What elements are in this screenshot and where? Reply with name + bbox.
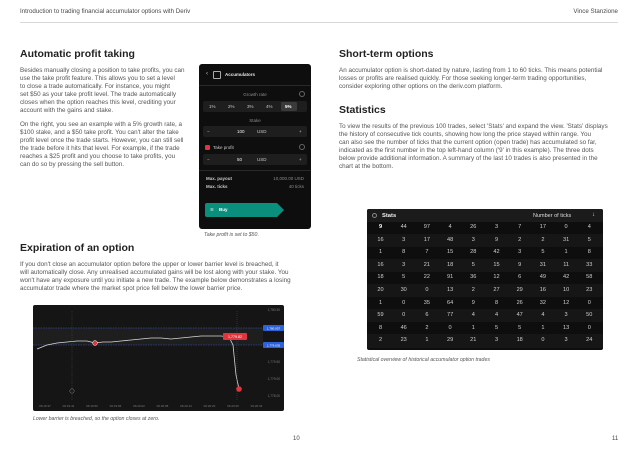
stats-cell: 5: [402, 274, 406, 281]
stake-label: Stake: [249, 118, 261, 123]
rate-option-3[interactable]: 3%: [247, 104, 254, 109]
accumulator-icon: [213, 71, 221, 79]
expand-arrow-icon[interactable]: ↓: [592, 211, 595, 218]
phone-divider: [199, 85, 311, 86]
stats-cell: 18: [516, 337, 523, 344]
expiration-para: If you don't close an accumulator option before the upper or lower barrier level is breached, it will automatically close. Any unrealised accumulated gains will be lost along with your stake. You won't have any exposure until you initiate a new trade. The example below demonstrates a losing accumulator trade where the market spot price fell below the lower barrier price.: [20, 261, 291, 293]
stats-cell: 3: [471, 236, 475, 243]
buy-button-arrow: [277, 203, 284, 217]
start-spot-marker: [93, 341, 98, 346]
stats-cell: 12: [562, 299, 570, 306]
x-tick-label: 06:19:56: [109, 404, 122, 408]
tick-chart-svg: [33, 305, 284, 411]
stats-panel: [367, 209, 603, 350]
stats-cell: 33: [586, 261, 593, 268]
rate-option-1[interactable]: 1%: [209, 104, 216, 109]
info-icon[interactable]: [299, 91, 305, 97]
buy-button[interactable]: [205, 203, 277, 217]
stats-cell: 11: [563, 261, 569, 268]
stats-cell: 3: [518, 249, 522, 256]
stats-cell: 91: [446, 274, 454, 281]
stats-cell: 5: [518, 324, 522, 331]
stats-cell: 42: [562, 274, 570, 281]
stake-value[interactable]: 100: [237, 129, 245, 134]
stats-cell: 3: [402, 236, 406, 243]
stats-caption: Statistical overview of historical accumulator option trades: [357, 357, 490, 363]
stats-title: Stats: [382, 213, 397, 219]
stats-cell: 1: [564, 249, 568, 256]
stats-cell: 0: [587, 299, 591, 306]
x-tick-label: 06:20:26: [227, 404, 239, 408]
max-ticks-value: 40 ticks: [288, 184, 304, 189]
stats-cell: 35: [423, 299, 430, 306]
stats-cell: 50: [586, 312, 593, 319]
y-tick-label: 1,779.00: [267, 377, 280, 381]
stats-cell: 27: [493, 287, 500, 293]
stats-cell: 46: [400, 324, 407, 331]
max-payout-label: Max. payout: [206, 176, 233, 181]
stats-cell: 2: [471, 287, 475, 293]
stats-cell: 28: [470, 249, 477, 256]
stats-cell: 36: [470, 274, 477, 281]
stats-cell: 6: [425, 312, 429, 319]
exit-spot-marker: [236, 386, 242, 392]
x-tick-label: 06:19:37: [39, 404, 51, 408]
max-payout-value: 10,000.00 USD: [273, 176, 304, 181]
stats-cell: 7: [518, 224, 522, 230]
phone-caption: Take profit is set to $50.: [204, 232, 259, 238]
take-profit-stepper[interactable]: [203, 154, 307, 165]
stats-cell: 20: [377, 287, 384, 293]
left-page-number: 10: [293, 436, 300, 442]
stats-cell: 30: [400, 287, 407, 293]
stats-cell: 2: [425, 324, 429, 331]
stats-right-label: Number of ticks: [533, 213, 572, 219]
x-tick-label: 06:19:50: [86, 404, 98, 408]
stats-cell: 12: [493, 274, 500, 281]
stats-cell: 4: [471, 312, 475, 319]
stats-cell: 17: [539, 224, 546, 230]
stats-cell: 17: [423, 236, 430, 243]
stats-cell: 59: [377, 312, 384, 319]
stats-cell: 15: [493, 261, 500, 268]
take-profit-info-icon[interactable]: [299, 144, 305, 150]
stats-cell: 31: [562, 236, 570, 243]
stats-cell: 13: [446, 287, 454, 293]
stats-cell: 10: [562, 287, 570, 293]
stats-cell: 21: [470, 337, 477, 344]
statistics-para: To view the results of the previous 100 trades, select 'Stats' and expand the view. 'Stats' displays the history of consecutive tick counts, showing how long the price stayed within range. You can also see the number of ticks that the current option (open trade) has accumulated so far, indicated as the first number in the top left-hand column ('9' in this example). The three dots below provide additional information. A summary of the last 10 trades is also presented in the chart at the bottom.: [339, 123, 608, 171]
tick-chart: [33, 305, 284, 411]
stats-cell: 4: [541, 312, 545, 319]
current-price-label: 1,779.82: [228, 335, 242, 339]
short-term-para: An accumulator option is short-dated by nature, lasting from 1 to 60 ticks. This means potential losses or profits are realised quickly. For those seeking longer-term trading opportunities, consider exploring other options on the deriv.com platform.: [339, 67, 603, 91]
stats-cell: 18: [446, 261, 454, 268]
stats-cell: 3: [564, 312, 568, 319]
left-running-header: Introduction to trading financial accumulator options with Deriv: [20, 8, 191, 15]
stats-cell: 4: [448, 224, 452, 230]
stats-cell: 16: [377, 236, 384, 243]
stake-stepper[interactable]: [203, 126, 307, 137]
x-tick-label: 06:20:32: [250, 404, 263, 408]
stake-minus-button[interactable]: −: [207, 129, 210, 134]
stats-cell: 8: [402, 249, 406, 256]
auto-profit-heading: Automatic profit taking: [20, 48, 135, 60]
stats-cell: 18: [377, 274, 384, 281]
auto-profit-para1: Besides manually closing a position to take profits, you can use the take profit feature. This allows you to set a level to close a trade automatically. For instance, you might set $50 as your take profit level. The trade automatically closes when the option reaches this level, crediting your account with the gains and stake.: [20, 67, 185, 115]
stats-cell: 32: [539, 299, 546, 306]
stats-cell: 22: [423, 274, 430, 281]
rate-option-2[interactable]: 2%: [228, 104, 235, 109]
stats-cell: 8: [378, 324, 383, 331]
auto-profit-para2: On the right, you see an example with a 5% growth rate, a $100 stake, and a $50 take profit. You can't alter the take profit level once the trade starts. However, you can still sell the trade before it hits that level. For example, if the trade reaches a $25 profit and you choose to take profits, you can do so by pressing the sell button.: [20, 121, 184, 169]
right-running-header: Vince Stanzione: [573, 8, 618, 15]
stats-cell: 44: [400, 224, 407, 230]
stats-cell: 2: [518, 236, 522, 243]
stats-cell: 15: [446, 249, 454, 256]
stats-cell: 5: [494, 324, 499, 331]
stats-cell: 3: [564, 337, 568, 344]
header-divider: [20, 22, 618, 23]
stats-cell: 9: [494, 236, 499, 243]
stats-cell: 7: [425, 249, 429, 256]
y-tick-label: 1,780.50: [267, 308, 280, 312]
stake-plus-button[interactable]: +: [299, 129, 302, 134]
rate-option-4[interactable]: 4%: [266, 104, 273, 109]
x-tick-label: 06:20:02: [133, 404, 145, 408]
stats-cell: 24: [586, 337, 593, 344]
stats-cell: 0: [587, 324, 591, 331]
lower-barrier-label: 1,779.635: [266, 343, 281, 348]
stats-cell: 0: [448, 324, 452, 331]
stats-cell: 47: [516, 312, 523, 319]
x-tick-label: 06:19:44: [62, 404, 75, 408]
x-tick-label: 06:20:14: [180, 404, 192, 408]
stats-cell: 0: [402, 312, 406, 319]
stats-cell: 31: [539, 261, 546, 268]
phone-title: Accumulators: [225, 72, 256, 77]
stats-cell: 49: [539, 274, 546, 281]
stats-cell: 1: [425, 337, 429, 344]
short-term-heading: Short-term options: [339, 48, 434, 60]
stats-cell: 48: [446, 236, 454, 243]
stats-cell: 8: [494, 299, 499, 306]
stats-cell: 5: [471, 261, 475, 268]
upper-barrier-label: 1,780.057: [266, 326, 281, 331]
stats-cell: 16: [539, 287, 546, 293]
statistics-heading: Statistics: [339, 104, 386, 116]
buy-icon: ☰: [210, 207, 214, 212]
stats-cell: 29: [446, 337, 454, 344]
take-profit-value[interactable]: 50: [237, 157, 243, 162]
stats-cell: 1: [378, 249, 383, 256]
accumulator-phone-screenshot: [199, 64, 311, 229]
phone-divider-2: [199, 170, 311, 171]
buy-label: Buy: [219, 207, 228, 212]
take-profit-minus-button[interactable]: −: [207, 157, 210, 162]
stats-cell: 2: [541, 236, 545, 243]
stats-cell: 5: [541, 249, 545, 256]
stats-cell: 9: [378, 224, 383, 230]
stats-cell: 2: [378, 337, 383, 344]
stats-cell: 3: [494, 224, 499, 230]
rate-option-5[interactable]: 5%: [285, 104, 292, 109]
stats-cell: 3: [494, 337, 499, 344]
y-tick-label: 1,779.50: [267, 360, 280, 364]
growth-rate-label: Growth rate: [243, 92, 267, 97]
stats-cell: 0: [564, 224, 568, 230]
stats-cell: 42: [493, 249, 500, 256]
stats-cell: 77: [446, 312, 454, 319]
stats-cell: 58: [586, 274, 593, 281]
x-tick-label: 06:20:08: [156, 404, 169, 408]
take-profit-plus-button[interactable]: +: [299, 157, 302, 162]
expiration-heading: Expiration of an option: [20, 242, 135, 254]
stats-cell: 1: [541, 324, 545, 331]
stats-cell: 1: [378, 299, 383, 306]
stats-cell: 23: [586, 287, 593, 293]
chart-caption: Lower barrier is breached, so the option closes at zero.: [33, 416, 160, 422]
stats-cell: 21: [423, 261, 430, 268]
stats-cell: 1: [471, 324, 475, 331]
stats-cell: 9: [518, 261, 522, 268]
take-profit-checkbox[interactable]: [205, 145, 210, 150]
back-arrow-icon[interactable]: ‹: [206, 71, 208, 77]
stats-cell: 0: [425, 287, 429, 293]
stats-cell: 6: [518, 274, 522, 281]
stats-cell: 0: [402, 299, 406, 306]
stats-cell: 9: [471, 299, 475, 306]
max-ticks-label: Max. ticks: [206, 184, 228, 189]
stats-cell: 29: [516, 287, 523, 293]
stats-cell: 8: [587, 249, 591, 256]
stats-cell: 13: [562, 324, 570, 331]
stats-cell: 26: [470, 224, 477, 230]
stake-currency: USD: [257, 129, 267, 134]
stats-info-icon[interactable]: [372, 213, 377, 218]
stats-cell: 3: [402, 261, 406, 268]
stats-cell: 23: [400, 337, 407, 344]
stats-cell: 4: [494, 312, 499, 319]
stats-cell: 26: [516, 299, 523, 306]
take-profit-currency: USD: [257, 157, 267, 162]
right-page-number: 11: [612, 436, 619, 442]
stats-cell: 0: [541, 337, 545, 344]
y-tick-label: 1,778.00: [267, 394, 280, 398]
stats-cell: 64: [446, 299, 454, 306]
stats-cell: 5: [587, 236, 591, 243]
x-tick-label: 06:20:20: [203, 404, 216, 408]
stats-cell: 16: [377, 261, 384, 268]
stats-cell: 4: [587, 224, 591, 230]
stats-cell: 97: [423, 224, 430, 230]
take-profit-label: Take profit: [213, 145, 234, 150]
